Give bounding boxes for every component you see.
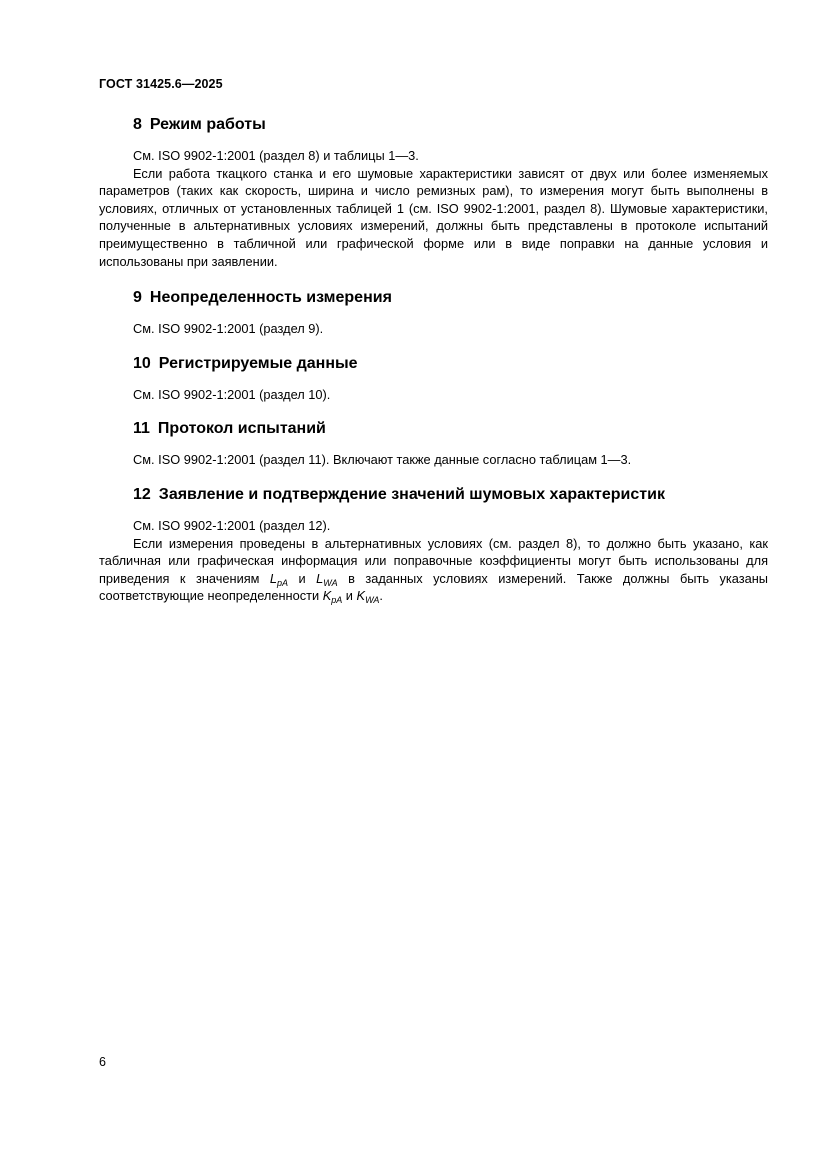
section-12 — [99, 483, 768, 605]
text-run: в заданных условиях измерений. Также должны быть указаны соответствующие неопределенности — [99, 570, 768, 604]
section-title: Заявление и подтверждение значений шумовых характеристик — [158, 485, 665, 503]
section-heading — [99, 417, 768, 441]
section-title: Регистрируемые данные — [158, 354, 358, 372]
paragraph: Если работа ткацкого станка и его шумовые характеристики зависят от двух или более изменяемых параметров (таких как скорость, ширина и число ремизных рам), то измерения могут быть выполнены в условиях, отличных от установленных таблицей 1 (см. ISO 9902-1:2001, раздел 8). Шумовые характеристики, полученные в альтернативных условиях измерений, должны быть представлены в протоколе испытаний преимущественно в табличной или графической форме или в виде поправки на данные условия и использованы при заявлении. — [99, 165, 768, 269]
symbol-K: K — [322, 588, 332, 604]
section-11 — [99, 417, 768, 469]
document-header: ГОСТ 31425.6—2025 — [99, 77, 223, 91]
paragraph: См. ISO 9902-1:2001 (раздел 10). — [133, 386, 331, 402]
section-9 — [99, 286, 768, 338]
paragraph: См. ISO 9902-1:2001 (раздел 9). — [133, 321, 324, 337]
text-run: и — [342, 588, 357, 604]
text-run: Если измерения проведены в альтернативных условиях (см. раздел 8), то должно быть указано, как табличная или графическая информация или поправочные коэффициенты могут быть использованы для приведения к значениям — [99, 535, 768, 586]
section-title: Протокол испытаний — [157, 420, 326, 438]
symbol-L: L — [316, 570, 324, 586]
section-number: 12 — [133, 485, 151, 503]
subscript-WA: WA — [323, 577, 338, 588]
symbol-K: K — [356, 588, 366, 604]
document-body — [99, 113, 768, 619]
paragraph: См. ISO 9902-1:2001 (раздел 11). Включают также данные согласно таблицам 1—3. — [133, 452, 632, 468]
text-run: . — [379, 588, 383, 604]
section-10 — [99, 352, 768, 404]
section-heading — [99, 286, 768, 310]
section-heading — [99, 483, 768, 507]
symbol-L: L — [269, 570, 278, 586]
section-heading — [99, 113, 768, 137]
section-heading — [99, 352, 768, 376]
text-run: и — [288, 570, 317, 586]
section-number: 8 — [133, 116, 142, 133]
section-title: Режим работы — [149, 116, 266, 133]
section-title: Неопределенность измерения — [149, 289, 392, 307]
section-number: 10 — [133, 354, 151, 372]
paragraph: См. ISO 9902-1:2001 (раздел 8) и таблицы 1—3. — [133, 148, 419, 163]
page-number: 6 — [99, 1055, 106, 1069]
section-number: 11 — [133, 420, 150, 438]
subscript-pA: pA — [277, 577, 289, 588]
section-number: 9 — [133, 289, 142, 307]
section-8 — [99, 113, 768, 270]
subscript-pA: pA — [331, 595, 343, 606]
paragraph: См. ISO 9902-1:2001 (раздел 12). — [133, 517, 331, 533]
subscript-WA: WA — [365, 595, 380, 606]
paragraph — [99, 535, 768, 605]
